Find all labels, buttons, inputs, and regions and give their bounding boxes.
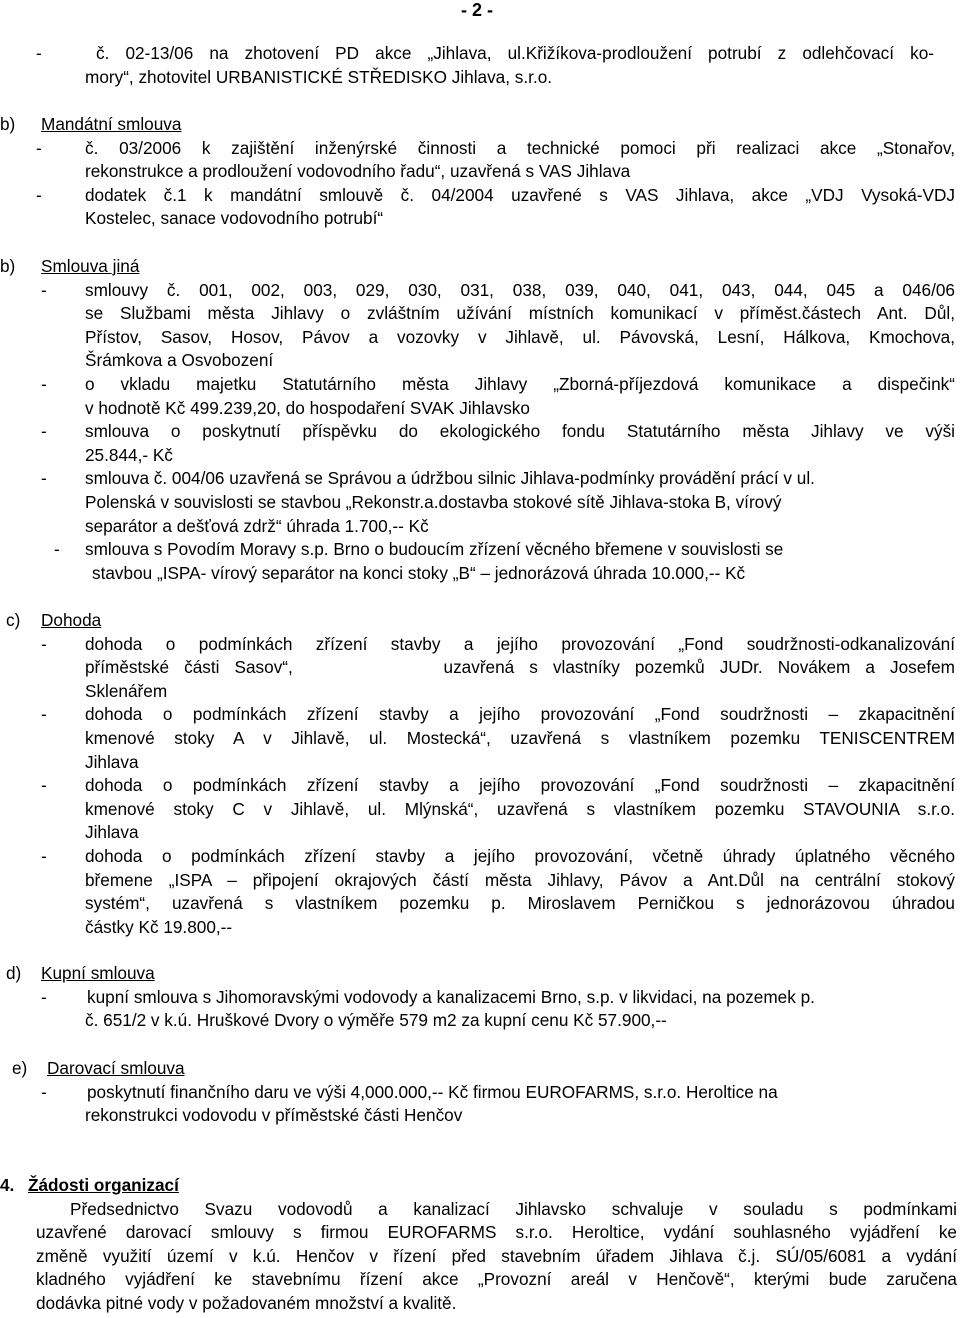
list-item-line: separátor a dešťová zdrž“ úhrada 1.700,-- Kč bbox=[85, 515, 429, 536]
list-item-line: stavbou „ISPA- vírový separátor na konci stoky „B“ – jednorázová úhrada 10.000,-- Kč bbox=[92, 562, 746, 583]
list-item-line: smlouva s Povodím Moravy s.p. Brno o budoucím zřízení věcného břemene v souvislosti se bbox=[85, 539, 784, 560]
list-item-line: 25.844,- Kč bbox=[85, 444, 173, 465]
intro-list-item bbox=[0, 42, 958, 89]
list-item-line: dohoda o podmínkách zřízení stavby a jejího provozování „Fond soudržnosti-odkanalizování bbox=[85, 633, 955, 654]
list-item-line: poskytnutí finančního daru ve výši 4,000.000,-- Kč firmou EUROFARMS, s.r.o. Heroltice na bbox=[87, 1081, 778, 1102]
list-item-line: smlouvy č. 001, 002, 003, 029, 030, 031, 038, 039, 040, 041, 043, 044, 045 a 046/06 bbox=[85, 279, 955, 300]
list-item-line: smlouva o poskytnutí příspěvku do ekologického fondu Statutárního města Jihlavy ve výši bbox=[85, 421, 955, 442]
list-dash: - bbox=[36, 184, 42, 205]
section-donation-contract bbox=[0, 1057, 958, 1128]
page-number: - 2 - bbox=[461, 0, 494, 20]
list-dash: - bbox=[41, 279, 47, 300]
list-item-line: dohoda o podmínkách zřízení stavby a jejího provozování „Fond soudržnosti – zkapacitnění bbox=[85, 704, 955, 725]
list-dash: - bbox=[54, 539, 60, 560]
list-dash: - bbox=[36, 43, 42, 63]
list-dash: - bbox=[41, 421, 47, 442]
intro-line-1: č. 02-13/06 na zhotovení PD akce „Jihlava, ul.Křižíkova-prodloužení potrubí z odlehčovací ko- bbox=[96, 43, 934, 63]
list-dash: - bbox=[36, 137, 42, 158]
section-marker: b) bbox=[0, 114, 16, 134]
list-item-line: Polenská v souvislosti se stavbou „Rekonstr.a.dostavba stokové sítě Jihlava-stoka B, vírový bbox=[85, 491, 782, 512]
list-item-line: břemene „ISPA – připojení okrajových částí města Jihlavy, Pávov a Ant.Důl na centrální stokový bbox=[85, 869, 955, 890]
section-organization-requests bbox=[0, 1174, 958, 1316]
section-title: Žádosti organizací bbox=[28, 1175, 179, 1195]
list-dash: - bbox=[41, 775, 47, 796]
paragraph-line: uzavřené darovací smlouvy s firmou EUROFARMS s.r.o. Heroltice, vydání souhlasného vyjádření ke bbox=[36, 1222, 957, 1243]
paragraph-line: kladného vyjádření ke stavebnímu řízení akce „Provozní areál v Henčově“, kterými bude zaručena bbox=[36, 1269, 957, 1290]
list-item-line: příměstské části Sasov“, uzavřená s vlastníky pozemků JUDr. Novákem a Josefem bbox=[85, 657, 955, 678]
list-dash: - bbox=[41, 373, 47, 394]
list-item-line: se Službami města Jihlavy o zvláštním užívání místních komunikací v příměst.částech Ant. Důl, bbox=[85, 303, 955, 324]
list-item-line: rekonstrukci vodovodu v příměstské části Henčov bbox=[85, 1105, 463, 1126]
section-title: Mandátní smlouva bbox=[41, 114, 182, 134]
list-item-line: kmenové stoky C v Jihlavě, ul. Mlýnská“, uzavřená s vlastníkem pozemku STAVOUNIA s.r.o. bbox=[85, 798, 955, 819]
section-agreement bbox=[0, 609, 958, 939]
list-item-line: v hodnotě Kč 499.239,20, do hospodaření SVAK Jihlavsko bbox=[85, 397, 530, 418]
section-marker: d) bbox=[6, 963, 22, 983]
list-item-line: kupní smlouva s Jihomoravskými vodovody a kanalizacemi Brno, s.p. v likvidaci, na pozemek p. bbox=[87, 986, 815, 1007]
list-item-line: systém“, uzavřená s vlastníkem pozemku p. Miroslavem Perničkou s jednorázovou úhradou bbox=[85, 893, 955, 914]
list-item-line: Kostelec, sanace vodovodního potrubí“ bbox=[85, 208, 384, 229]
section-title: Dohoda bbox=[41, 610, 102, 630]
list-dash: - bbox=[41, 1081, 47, 1102]
list-item-line: rekonstrukce a prodloužení vodovodního řadu“, uzavřená s VAS Jihlava bbox=[85, 161, 631, 182]
section-marker: b) bbox=[0, 256, 16, 276]
section-mandate-contract bbox=[0, 113, 958, 231]
list-dash: - bbox=[41, 704, 47, 725]
list-item-line: smlouva č. 004/06 uzavřená se Správou a údržbou silnic Jihlava-podmínky provádění prácí v ul. bbox=[85, 468, 815, 489]
list-item-line: dodatek č.1 k mandátní smlouvě č. 04/2004 uzavřené s VAS Jihlava, akce „VDJ Vysoká-VDJ bbox=[85, 184, 955, 205]
list-dash: - bbox=[41, 986, 47, 1007]
list-item-line: dohoda o podmínkách zřízení stavby a jejího provozování, včetně úhrady úplatného věcného bbox=[85, 845, 955, 866]
section-title: Smlouva jiná bbox=[41, 256, 140, 276]
list-item-line: Sklenářem bbox=[85, 680, 168, 701]
list-item-line: částky Kč 19.800,-- bbox=[85, 916, 233, 937]
list-item-line: č. 651/2 v k.ú. Hruškové Dvory o výměře 579 m2 za kupní cenu Kč 57.900,-- bbox=[85, 1010, 667, 1031]
list-item-line: Přístov, Sasov, Hosov, Pávov a vozovky v Jihlavě, ul. Pávovská, Lesní, Hálkova, Kmochova, bbox=[85, 326, 955, 347]
paragraph-line: změně využití území v k.ú. Henčov v řízení před stavebním úřadem Jihlava č.j. SÚ/05/6081 a vydání bbox=[36, 1245, 957, 1266]
list-item-line: Jihlava bbox=[85, 822, 139, 843]
section-purchase-contract bbox=[0, 962, 958, 1033]
section-title: Kupní smlouva bbox=[41, 963, 155, 983]
list-item-line: č. 03/2006 k zajištění inženýrské činnosti a technické pomoci při realizaci akce „Stonařov, bbox=[85, 137, 955, 158]
paragraph-line: Předsednictvo Svazu vodovodů a kanalizací Jihlavsko schvaluje v souladu s podmínkami bbox=[70, 1198, 957, 1219]
section-title: Darovací smlouva bbox=[47, 1058, 185, 1078]
paragraph-line: dodávka pitné vody v požadovaném množství a kvalitě. bbox=[36, 1292, 457, 1313]
intro-line-2: mory“, zhotovitel URBANISTICKÉ STŘEDISKO Jihlava, s.r.o. bbox=[85, 66, 553, 87]
list-dash: - bbox=[41, 633, 47, 654]
list-item-line: Jihlava bbox=[85, 751, 139, 772]
section-marker: e) bbox=[12, 1058, 28, 1078]
list-item-line: kmenové stoky A v Jihlavě, ul. Mostecká“, uzavřená s vlastníkem pozemku TENISCENTREM bbox=[85, 727, 955, 748]
list-item-line: Šrámkova a Osvobození bbox=[85, 350, 274, 371]
list-item-line: dohoda o podmínkách zřízení stavby a jejího provozování „Fond soudržnosti – zkapacitnění bbox=[85, 775, 955, 796]
section-other-contract bbox=[0, 255, 958, 585]
section-marker: c) bbox=[6, 610, 21, 630]
list-dash: - bbox=[41, 468, 47, 489]
list-dash: - bbox=[41, 845, 47, 866]
section-number: 4. bbox=[0, 1175, 15, 1195]
list-item-line: o vkladu majetku Statutárního města Jihlavy „Zborná-příjezdová komunikace a dispečink“ bbox=[85, 373, 955, 394]
